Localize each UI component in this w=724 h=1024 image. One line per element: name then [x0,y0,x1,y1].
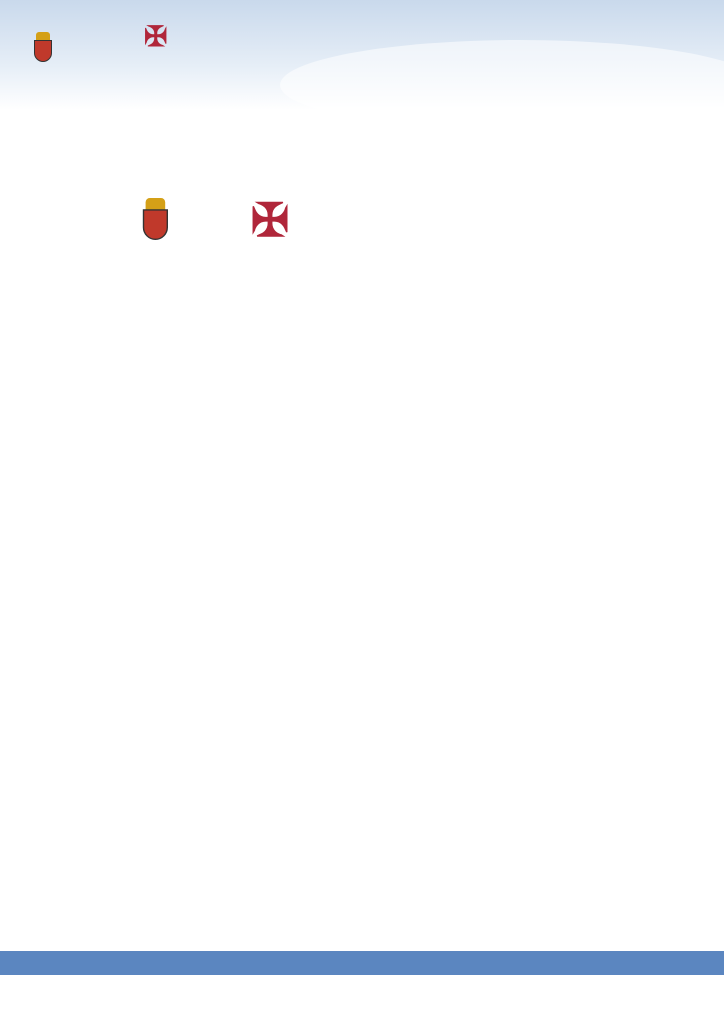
cantabria-crest-icon [32,32,54,68]
page-footer [0,951,724,975]
doc-crest-icon [140,198,171,248]
jubilar-cross-icon: ✠ [144,21,168,52]
doc-jubilar-cross-icon: ✠ [250,194,290,246]
boc-header-band [0,0,724,110]
header-wave-decoration [280,40,724,110]
